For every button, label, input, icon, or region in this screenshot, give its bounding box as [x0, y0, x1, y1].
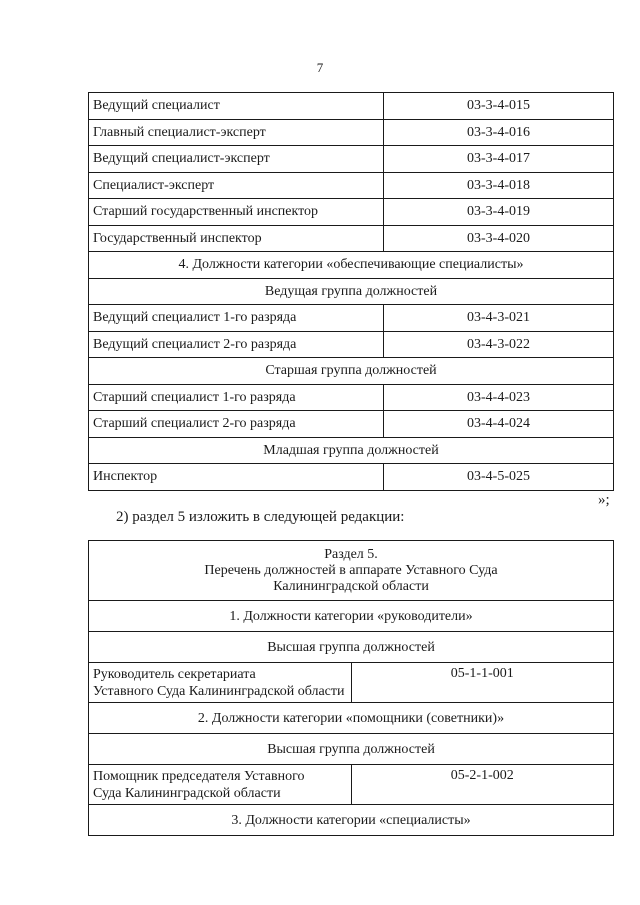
- position-code: 05-1-1-001: [351, 663, 614, 703]
- position-name-line-1: Помощник председателя Уставного: [93, 768, 305, 784]
- table-row: [89, 199, 614, 226]
- closing-quote: »;: [598, 492, 610, 508]
- position-name-line-1: Руководитель секретариата: [93, 666, 256, 682]
- table-row: [89, 464, 614, 491]
- table-row: [89, 172, 614, 199]
- category-heading: 1. Должности категории «руководители»: [89, 601, 614, 632]
- group-row: [89, 437, 614, 464]
- page-number: 7: [316, 60, 324, 75]
- position-code: 03-3-4-020: [384, 225, 614, 252]
- section-heading-cell: [89, 541, 614, 601]
- group-row: [89, 632, 614, 663]
- group-row: [89, 252, 614, 279]
- position-name: Старший специалист 2-го разряда: [89, 411, 384, 438]
- position-name: Старший государственный инспектор: [89, 199, 384, 226]
- table-row: [89, 305, 614, 332]
- section-title-line-1: Перечень должностей в аппарате Уставного Суда: [204, 562, 498, 578]
- position-code: 03-4-3-022: [384, 331, 614, 358]
- position-code: 03-3-4-016: [384, 119, 614, 146]
- position-code: 03-4-4-023: [384, 384, 614, 411]
- group-heading: Высшая группа должностей: [89, 632, 614, 663]
- position-code: 03-4-5-025: [384, 464, 614, 491]
- position-name: Ведущий специалист 1-го разряда: [89, 305, 384, 332]
- table-row: [89, 119, 614, 146]
- table-row: [89, 765, 614, 805]
- table-row: [89, 663, 614, 703]
- position-code: 03-3-4-017: [384, 146, 614, 173]
- position-name: Ведущий специалист-эксперт: [89, 146, 384, 173]
- group-heading: Ведущая группа должностей: [89, 278, 614, 305]
- position-code: 03-3-4-019: [384, 199, 614, 226]
- position-code: 03-4-3-021: [384, 305, 614, 332]
- position-name: Ведущий специалист 2-го разряда: [89, 331, 384, 358]
- position-name-cell: [89, 765, 352, 805]
- group-heading: Младшая группа должностей: [89, 437, 614, 464]
- category-row: [89, 805, 614, 836]
- table-row: [89, 411, 614, 438]
- category-row: [89, 601, 614, 632]
- section-5-table: [88, 540, 614, 836]
- position-name: Инспектор: [89, 464, 384, 491]
- category-heading: 2. Должности категории «помощники (советники)»: [89, 703, 614, 734]
- position-code: 03-3-4-015: [384, 93, 614, 120]
- position-name-cell: [89, 663, 352, 703]
- table-row: [89, 93, 614, 120]
- table-row: [89, 384, 614, 411]
- group-heading: Высшая группа должностей: [89, 734, 614, 765]
- position-name: Государственный инспектор: [89, 225, 384, 252]
- amendment-instruction: 2) раздел 5 изложить в следующей редакции:: [116, 509, 405, 525]
- category-heading: 3. Должности категории «специалисты»: [89, 805, 614, 836]
- category-row: [89, 703, 614, 734]
- position-name: Старший специалист 1-го разряда: [89, 384, 384, 411]
- position-name-line-2: Суда Калининградской области: [93, 785, 281, 801]
- group-row: [89, 278, 614, 305]
- group-row: [89, 734, 614, 765]
- position-code: 05-2-1-002: [351, 765, 614, 805]
- group-heading: 4. Должности категории «обеспечивающие специалисты»: [89, 252, 614, 279]
- table-row: [89, 146, 614, 173]
- group-row: [89, 358, 614, 385]
- section-title-line-2: Калининградской области: [273, 578, 429, 594]
- position-name: Ведущий специалист: [89, 93, 384, 120]
- position-name: Специалист-эксперт: [89, 172, 384, 199]
- table-row: [89, 331, 614, 358]
- position-code: 03-3-4-018: [384, 172, 614, 199]
- position-name: Главный специалист-эксперт: [89, 119, 384, 146]
- positions-table-continued: [88, 92, 614, 491]
- position-name-line-2: Уставного Суда Калининградской области: [93, 683, 345, 699]
- position-code: 03-4-4-024: [384, 411, 614, 438]
- section-number: Раздел 5.: [324, 546, 378, 562]
- section-heading-row: [89, 541, 614, 601]
- table-row: [89, 225, 614, 252]
- group-heading: Старшая группа должностей: [89, 358, 614, 385]
